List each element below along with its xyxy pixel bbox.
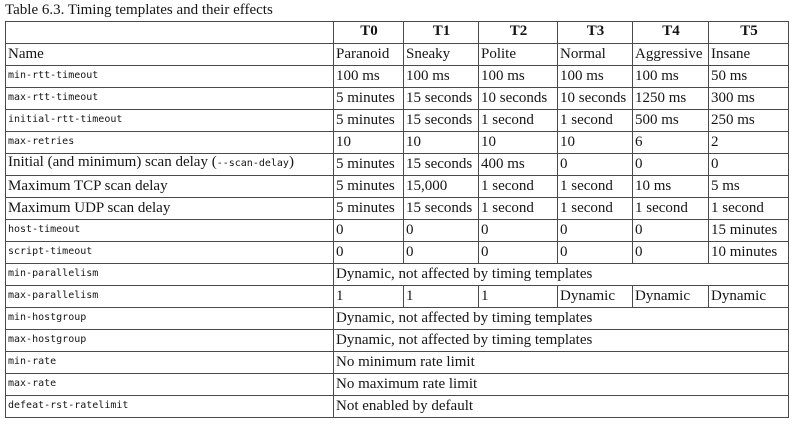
cell-value: 1 second — [479, 176, 558, 198]
column-header-t3: T3 — [558, 22, 633, 44]
cell-value: Normal — [558, 44, 633, 66]
cell-value: 1 second — [633, 198, 709, 220]
option-code: script-timeout — [8, 246, 93, 257]
table-header-row — [6, 22, 789, 44]
cell-value: 50 ms — [709, 66, 789, 88]
row-label — [6, 176, 334, 198]
cell-value: 5 minutes — [334, 198, 404, 220]
cell-value: 0 — [404, 220, 479, 242]
table-row — [6, 374, 789, 396]
cell-value: 1 second — [558, 198, 633, 220]
cell-span-value: Dynamic, not affected by timing templates — [334, 308, 789, 330]
cell-value: 10 — [404, 132, 479, 154]
row-label — [6, 198, 334, 220]
cell-value: 5 minutes — [334, 176, 404, 198]
option-code: min-parallelism — [8, 268, 99, 279]
table-row — [6, 44, 789, 66]
column-header-t4: T4 — [633, 22, 709, 44]
row-label — [6, 286, 334, 308]
option-code: min-rtt-timeout — [8, 70, 99, 81]
cell-value: 0 — [709, 154, 789, 176]
table-row — [6, 198, 789, 220]
cell-value: 1 second — [709, 198, 789, 220]
cell-value: 500 ms — [633, 110, 709, 132]
cell-value: 100 ms — [404, 66, 479, 88]
row-label — [6, 308, 334, 330]
cell-value: 1 — [404, 286, 479, 308]
row-label — [6, 132, 334, 154]
row-label-text: ) — [288, 154, 294, 170]
row-label — [6, 44, 334, 66]
column-header-t2: T2 — [479, 22, 558, 44]
table-row — [6, 132, 789, 154]
cell-value: 0 — [633, 154, 709, 176]
row-label — [6, 110, 334, 132]
table-row — [6, 220, 789, 242]
row-label-text: Initial (and minimum) scan delay ( — [8, 154, 217, 170]
cell-value: 10 minutes — [709, 242, 789, 264]
cell-value: Dynamic — [633, 286, 709, 308]
cell-value: 400 ms — [479, 154, 558, 176]
cell-value: 300 ms — [709, 88, 789, 110]
cell-value: 6 — [633, 132, 709, 154]
cell-value: Polite — [479, 44, 558, 66]
cell-value: 100 ms — [334, 66, 404, 88]
row-label — [6, 330, 334, 352]
cell-value: 15 seconds — [404, 110, 479, 132]
option-code: min-rate — [8, 356, 57, 367]
row-label — [6, 396, 334, 418]
cell-span-value: Dynamic, not affected by timing templates — [334, 330, 789, 352]
column-header-t0: T0 — [334, 22, 404, 44]
row-label-text: Name — [8, 46, 44, 62]
table-row — [6, 176, 789, 198]
cell-value: 10 — [558, 132, 633, 154]
table-body — [6, 44, 789, 418]
option-code: --scan-delay — [216, 158, 289, 169]
row-label — [6, 374, 334, 396]
cell-value: 1 second — [479, 110, 558, 132]
cell-value: 1 second — [479, 198, 558, 220]
cell-value: 1 second — [558, 110, 633, 132]
table-row — [6, 264, 789, 286]
option-code: max-retries — [8, 136, 75, 147]
column-header-empty — [6, 22, 334, 44]
cell-value: 0 — [558, 154, 633, 176]
cell-value: 0 — [404, 242, 479, 264]
table-row — [6, 308, 789, 330]
table-row — [6, 352, 789, 374]
row-label-text: Maximum TCP scan delay — [8, 178, 168, 194]
table-row — [6, 88, 789, 110]
row-label — [6, 220, 334, 242]
cell-value: 0 — [558, 220, 633, 242]
cell-value: 0 — [334, 242, 404, 264]
option-code: defeat-rst-ratelimit — [8, 400, 129, 411]
cell-value: 100 ms — [558, 66, 633, 88]
option-code: initial-rtt-timeout — [8, 114, 123, 125]
cell-value: 1 second — [558, 176, 633, 198]
cell-value: 15 seconds — [404, 154, 479, 176]
table-row — [6, 110, 789, 132]
cell-value: Insane — [709, 44, 789, 66]
cell-value: 1 — [334, 286, 404, 308]
row-label — [6, 154, 334, 176]
cell-value: 10 — [479, 132, 558, 154]
cell-span-value: Not enabled by default — [334, 396, 789, 418]
timing-templates-table — [5, 21, 789, 418]
cell-value: 0 — [633, 242, 709, 264]
cell-value: 15 seconds — [404, 88, 479, 110]
cell-span-value: No minimum rate limit — [334, 352, 789, 374]
cell-value: 0 — [334, 220, 404, 242]
cell-value: 10 ms — [633, 176, 709, 198]
cell-span-value: No maximum rate limit — [334, 374, 789, 396]
row-label — [6, 352, 334, 374]
table-row — [6, 286, 789, 308]
cell-value: 0 — [479, 242, 558, 264]
row-label — [6, 264, 334, 286]
cell-value: Dynamic — [558, 286, 633, 308]
cell-value: 250 ms — [709, 110, 789, 132]
table-caption: Table 6.3. Timing templates and their effects — [5, 2, 273, 18]
cell-value: 10 seconds — [558, 88, 633, 110]
cell-value: 0 — [633, 220, 709, 242]
column-header-t1: T1 — [404, 22, 479, 44]
cell-value: 5 minutes — [334, 88, 404, 110]
column-header-t5: T5 — [709, 22, 789, 44]
cell-value: 5 minutes — [334, 110, 404, 132]
cell-value: 1 — [479, 286, 558, 308]
table-row — [6, 242, 789, 264]
row-label — [6, 66, 334, 88]
option-code: max-rtt-timeout — [8, 92, 99, 103]
cell-value: 1250 ms — [633, 88, 709, 110]
cell-value: 10 — [334, 132, 404, 154]
cell-value: 2 — [709, 132, 789, 154]
table-row — [6, 396, 789, 418]
table-row — [6, 66, 789, 88]
cell-value: Dynamic — [709, 286, 789, 308]
cell-span-value: Dynamic, not affected by timing templates — [334, 264, 789, 286]
cell-value: Aggressive — [633, 44, 709, 66]
table-header-row-container — [6, 22, 789, 44]
cell-value: 0 — [479, 220, 558, 242]
cell-value: 10 seconds — [479, 88, 558, 110]
cell-value: 5 minutes — [334, 154, 404, 176]
table-row — [6, 154, 789, 176]
row-label-text: Maximum UDP scan delay — [8, 200, 171, 216]
option-code: host-timeout — [8, 224, 81, 235]
cell-value: Sneaky — [404, 44, 479, 66]
row-label — [6, 242, 334, 264]
cell-value: 15 seconds — [404, 198, 479, 220]
table-row — [6, 330, 789, 352]
cell-value: 5 ms — [709, 176, 789, 198]
option-code: min-hostgroup — [8, 312, 87, 323]
cell-value: 15 minutes — [709, 220, 789, 242]
cell-value: 0 — [558, 242, 633, 264]
cell-value: 100 ms — [633, 66, 709, 88]
cell-value: Paranoid — [334, 44, 404, 66]
option-code: max-hostgroup — [8, 334, 87, 345]
cell-value: 15,000 — [404, 176, 479, 198]
option-code: max-rate — [8, 378, 57, 389]
cell-value: 100 ms — [479, 66, 558, 88]
row-label — [6, 88, 334, 110]
option-code: max-parallelism — [8, 290, 99, 301]
